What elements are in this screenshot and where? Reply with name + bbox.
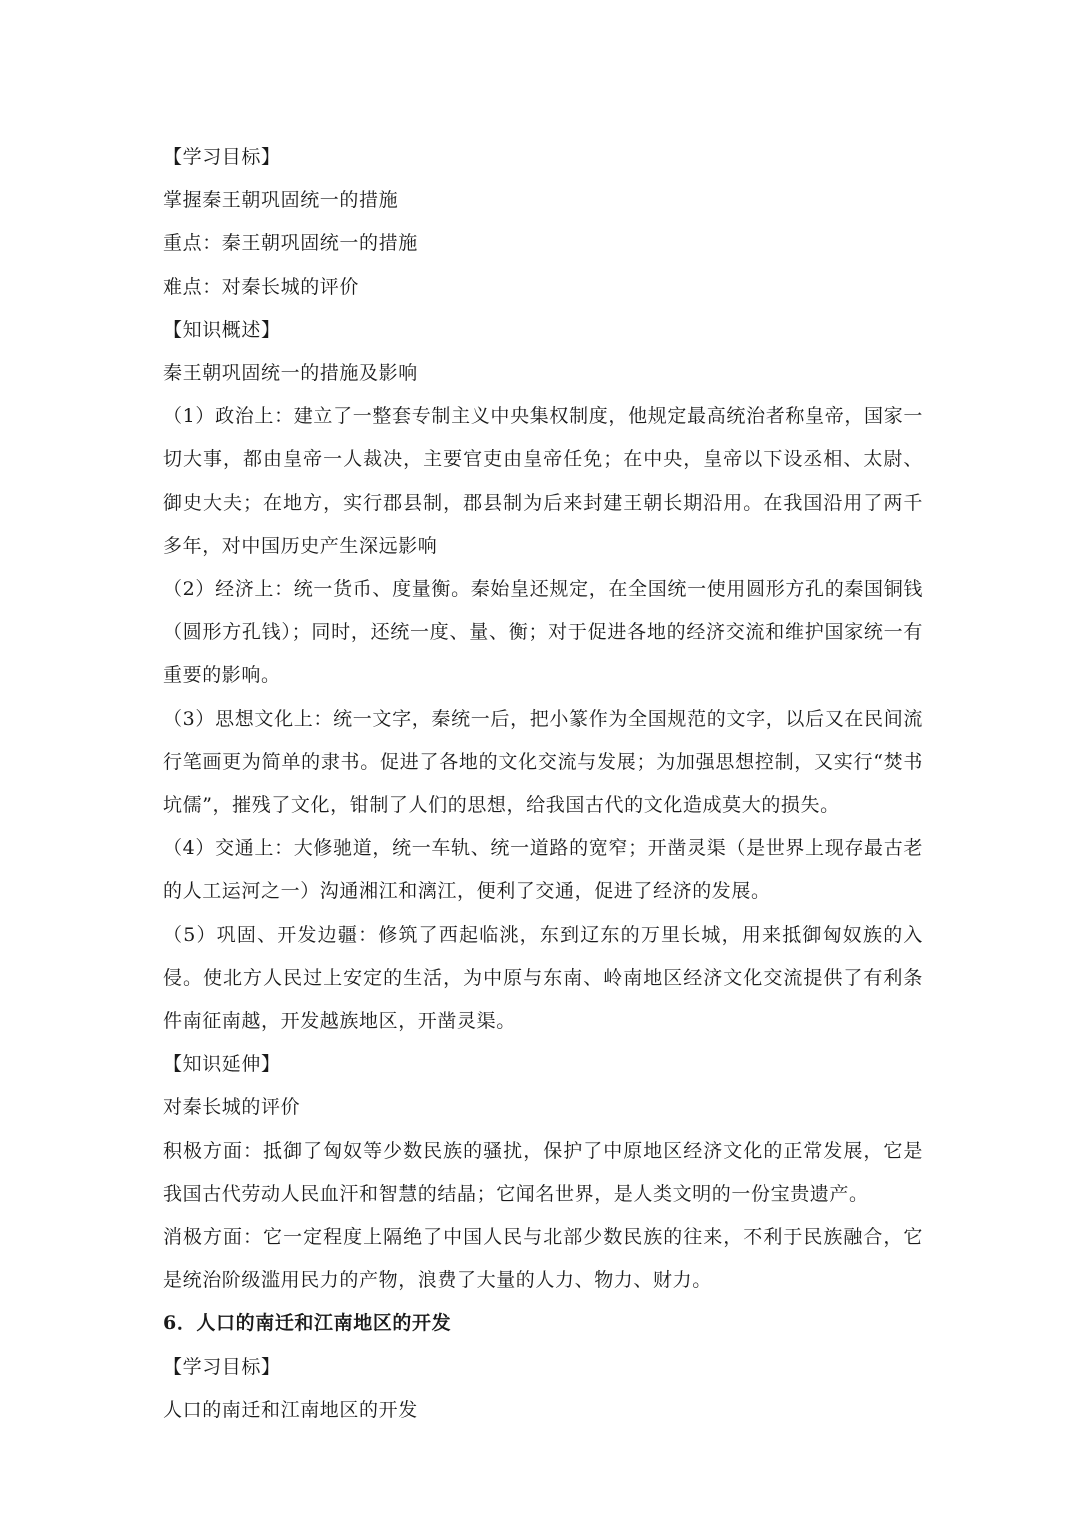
overview-heading: 【知识概述】 <box>163 318 281 341</box>
measure-frontier: （5）巩固、开发边疆：修筑了西起临洮，东到辽东的万里长城，用来抵御匈奴族的入侵。使北方人民过上安定的生活，为中原与东南、岭南地区经济文化交流提供了有利条件南征南越，开发越族地区，开凿灵渠。 <box>163 923 923 1032</box>
section-6-goal-heading: 【学习目标】 <box>163 1355 281 1378</box>
extension-heading: 【知识延伸】 <box>163 1053 281 1076</box>
great-wall-negative: 消极方面：它一定程度上隔绝了中国人民与北部少数民族的往来，不利于民族融合，它是统治阶级滥用民力的产物，浪费了大量的人力、物力、财力。 <box>163 1225 923 1292</box>
document-page <box>163 136 923 1432</box>
great-wall-positive: 积极方面：抵御了匈奴等少数民族的骚扰，保护了中原地区经济文化的正常发展，它是我国古代劳动人民血汗和智慧的结晶；它闻名世界，是人类文明的一份宝贵遗产。 <box>163 1139 923 1205</box>
key-point: 重点：秦王朝巩固统一的措施 <box>163 232 418 255</box>
learning-goal-heading: 【学习目标】 <box>163 146 281 168</box>
measure-transport: （4）交通上：大修驰道，统一车轨、统一道路的宽窄；开凿灵渠（是世界上现存最古老的人工运河之一）沟通湘江和漓江，便利了交通，促进了经济的发展。 <box>163 837 923 903</box>
measure-political: （1）政治上：建立了一整套专制主义中央集权制度，他规定最高统治者称皇帝，国家一切大事，都由皇帝一人裁决，主要官吏由皇帝任免；在中央，皇帝以下设丞相、太尉、御史大夫；在地方，实行郡县制，郡县制为后来封建王朝长期沿用。在我国沿用了两千多年，对中国历史产生深远影响 <box>163 405 923 557</box>
section-6-title: 6．人口的南迁和江南地区的开发 <box>163 1312 452 1335</box>
learning-goal-text: 掌握秦王朝巩固统一的措施 <box>163 189 399 212</box>
extension-title: 对秦长城的评价 <box>163 1096 301 1119</box>
section-6-goal-text: 人口的南迁和江南地区的开发 <box>163 1398 418 1421</box>
measure-culture: （3）思想文化上：统一文字，秦统一后，把小篆作为全国规范的文字，以后又在民间流行笔画更为简单的隶书。促进了各地的文化交流与发展；为加强思想控制，又实行“焚书坑儒”，摧残了文化，钳制了人们的思想，给我国古代的文化造成莫大的损失。 <box>163 707 923 816</box>
measure-economic: （2）经济上：统一货币、度量衡。秦始皇还规定，在全国统一使用圆形方孔的秦国铜钱（圆形方孔钱）；同时，还统一度、量、衡；对于促进各地的经济交流和维护国家统一有重要的影响。 <box>163 577 923 687</box>
difficulty: 难点：对秦长城的评价 <box>163 275 360 298</box>
overview-title: 秦王朝巩固统一的措施及影响 <box>163 361 418 384</box>
